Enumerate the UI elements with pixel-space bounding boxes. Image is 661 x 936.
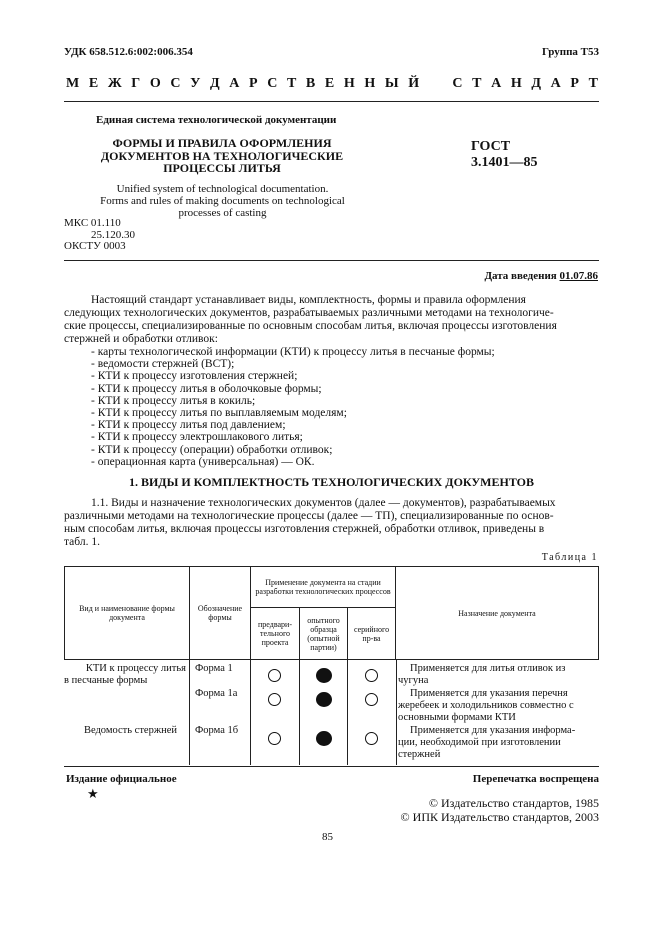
- banner-letter: Т: [286, 76, 297, 91]
- banner-letter: Й: [408, 76, 420, 91]
- english-title: [90, 183, 355, 219]
- banner-letter: Р: [249, 76, 258, 91]
- banner-letter: Н: [510, 76, 522, 91]
- empty-circle-icon: [365, 732, 378, 745]
- banner-letter: С: [267, 76, 278, 91]
- official-edition-label: Издание официальное: [66, 773, 177, 785]
- intro-date: [484, 270, 598, 282]
- purpose-line: Применяется для указания информа-: [410, 725, 576, 736]
- header-doc-name: Вид и наименование формы документа: [65, 567, 190, 660]
- english-line: processes of casting: [178, 207, 267, 219]
- intro-line: следующих технологических документов, разрабатываемых различными методами на технологиче-: [64, 306, 554, 319]
- document-title: [80, 137, 364, 175]
- empty-circle-icon: [268, 732, 281, 745]
- header-form-code: Обозначение формы: [190, 567, 251, 660]
- header-pilot: опытного образца (опытной партии): [300, 608, 348, 660]
- udk-code: УДК 658.512.6:002:006.354: [64, 46, 193, 58]
- list-item: - КТИ к процессу литья в кокиль;: [91, 394, 256, 407]
- system-title: Единая система технологической документации: [96, 114, 337, 126]
- table-row-name: Ведомость стержней: [83, 725, 177, 736]
- banner-letter: С: [452, 76, 463, 91]
- purpose-line: чугуна: [398, 675, 429, 686]
- filled-circle-icon: [316, 692, 332, 707]
- banner-letter: Е: [324, 76, 335, 91]
- list-item: - КТИ к процессу электрошлакового литья;: [91, 431, 303, 444]
- table-row-code: Форма 1: [195, 663, 233, 674]
- header-serial: серийного пр-ва: [348, 608, 396, 660]
- banner-letter: О: [149, 76, 161, 91]
- mks-code: МКС 01.110: [64, 217, 121, 229]
- banner-letter: А: [491, 76, 502, 91]
- banner-letter: Т: [472, 76, 482, 91]
- empty-circle-icon: [365, 693, 378, 706]
- empty-circle-icon: [268, 693, 281, 706]
- banner-letter: У: [190, 76, 201, 91]
- banner-letter: С: [170, 76, 181, 91]
- filled-circle-icon: [316, 668, 332, 683]
- list-item: - КТИ к процессу (операции) обработки отливок;: [91, 443, 333, 456]
- mid-rule: [64, 260, 599, 261]
- banner-letter: Д: [210, 76, 220, 91]
- banner-letter: Р: [570, 76, 579, 91]
- gost-label: ГОСТ: [471, 139, 511, 154]
- english-line: Unified system of technological documentation.: [116, 183, 329, 195]
- section-line: 1.1. Виды и назначение технологических документов (далее — документов), разрабатываемых: [91, 497, 556, 509]
- intro-line: Настоящий стандарт устанавливает виды, комплектность, формы и правила оформления: [91, 294, 526, 306]
- title-line: ПРОЦЕССЫ ЛИТЬЯ: [163, 161, 281, 175]
- copyright-1985: © Издательство стандартов, 1985: [428, 796, 599, 810]
- banner-letter: Н: [364, 76, 376, 91]
- intro-line: ские процессы, специализированные по основным способам литья, включая процессы изготовления: [64, 319, 557, 332]
- english-line: Forms and rules of making documents on technological: [100, 195, 345, 207]
- title-line: ФОРМЫ И ПРАВИЛА ОФОРМЛЕНИЯ: [112, 136, 332, 150]
- table-row-purpose: [398, 725, 598, 761]
- classification-codes: [64, 218, 135, 253]
- section-line: табл. 1.: [64, 535, 100, 548]
- standard-banner: [66, 76, 598, 92]
- purpose-line: Применяется для указания перечня: [410, 688, 568, 699]
- top-rule: [64, 101, 599, 102]
- filled-circle-icon: [316, 731, 332, 746]
- table-divider: [299, 659, 300, 765]
- banner-letter: Н: [343, 76, 355, 91]
- list-item: - карты технологической информации (КТИ) к процессу литья в песчаные формы;: [91, 346, 495, 358]
- okstu-code: ОКСТУ 0003: [64, 240, 126, 252]
- banner-letter: А: [229, 76, 240, 91]
- gost-number: [471, 139, 538, 171]
- reprint-notice: Перепечатка воспрещена: [472, 773, 599, 785]
- table-divider: [250, 659, 251, 765]
- section-line: ным способам литья, включая процессы изготовления стержней, обработки отливок, приведены в: [64, 522, 545, 535]
- banner-letter: В: [305, 76, 316, 91]
- table-row-name: в песчаные формы: [64, 675, 148, 686]
- list-item: - КТИ к процессу изготовления стержней;: [91, 370, 298, 383]
- banner-letter: Ы: [384, 76, 399, 91]
- section-line: различными методами на технологические процессы (далее — ТП), специализированные по основ-: [64, 509, 554, 522]
- intro-line: стержней и обработки отливок:: [64, 332, 218, 345]
- list-item: - операционная карта (универсальная) — ОК.: [91, 455, 315, 468]
- list-item: - КТИ к процессу литья по выплавляемым моделям;: [91, 407, 347, 420]
- intro-date-label: Дата введения: [484, 270, 557, 282]
- gost-code: 3.1401—85: [471, 155, 538, 170]
- table-row-name: КТИ к процессу литья: [85, 663, 186, 674]
- table-row-code: Форма 1а: [195, 688, 238, 699]
- banner-letter: Т: [588, 76, 598, 91]
- banner-letter: Ж: [107, 76, 122, 91]
- intro-date-value: 01.07.86: [559, 270, 598, 282]
- purpose-line: стержней: [398, 749, 441, 760]
- document-list: [91, 346, 495, 468]
- mks-code-2: 25.120.30: [91, 228, 135, 241]
- header-purpose: Назначение документа: [396, 567, 599, 660]
- empty-circle-icon: [365, 669, 378, 682]
- table-row-code: Форма 1б: [195, 725, 239, 736]
- list-item: - КТИ к процессу литья под давлением;: [91, 419, 286, 432]
- group-code: Группа Т53: [541, 46, 599, 58]
- title-line: ДОКУМЕНТОВ НА ТЕХНОЛОГИЧЕСКИЕ: [100, 148, 344, 163]
- banner-letter: М: [66, 76, 80, 91]
- table-row-purpose: [398, 688, 598, 724]
- list-item: - КТИ к процессу литья в оболочковые формы;: [91, 382, 322, 395]
- list-item: - ведомости стержней (ВСТ);: [91, 358, 235, 371]
- banner-letter: А: [550, 76, 561, 91]
- purpose-line: основными формами КТИ: [398, 712, 516, 723]
- section-paragraph: [64, 497, 599, 549]
- banner-letter: [429, 76, 443, 92]
- table-bottom-rule: [64, 766, 599, 767]
- table-1: [64, 566, 599, 660]
- table-divider: [347, 659, 348, 765]
- page-number: 85: [322, 831, 333, 843]
- header-prelim: предвари-тельного проекта: [251, 608, 300, 660]
- purpose-line: ции, необходимой при изготовлении: [398, 737, 561, 748]
- purpose-line: Применяется для литья отливок из: [410, 663, 566, 674]
- copyright-2003: © ИПК Издательство стандартов, 2003: [400, 810, 599, 824]
- star-icon: ★: [87, 786, 99, 801]
- section-title: 1. ВИДЫ И КОМПЛЕКТНОСТЬ ТЕХНОЛОГИЧЕСКИХ ДОКУМЕНТОВ: [128, 475, 535, 489]
- header-stage: Применение документа на стадии разработки технологических процессов: [251, 567, 396, 608]
- purpose-line: жеребеек и холодильников совместно с: [398, 700, 574, 711]
- empty-circle-icon: [268, 669, 281, 682]
- table-row-purpose: [398, 663, 598, 687]
- table-divider: [396, 659, 397, 765]
- banner-letter: Г: [131, 76, 141, 91]
- banner-letter: Д: [531, 76, 542, 91]
- table-divider: [189, 659, 190, 765]
- banner-letter: Е: [88, 76, 99, 91]
- table-caption: Таблица 1: [541, 552, 598, 563]
- intro-paragraph: [64, 294, 599, 346]
